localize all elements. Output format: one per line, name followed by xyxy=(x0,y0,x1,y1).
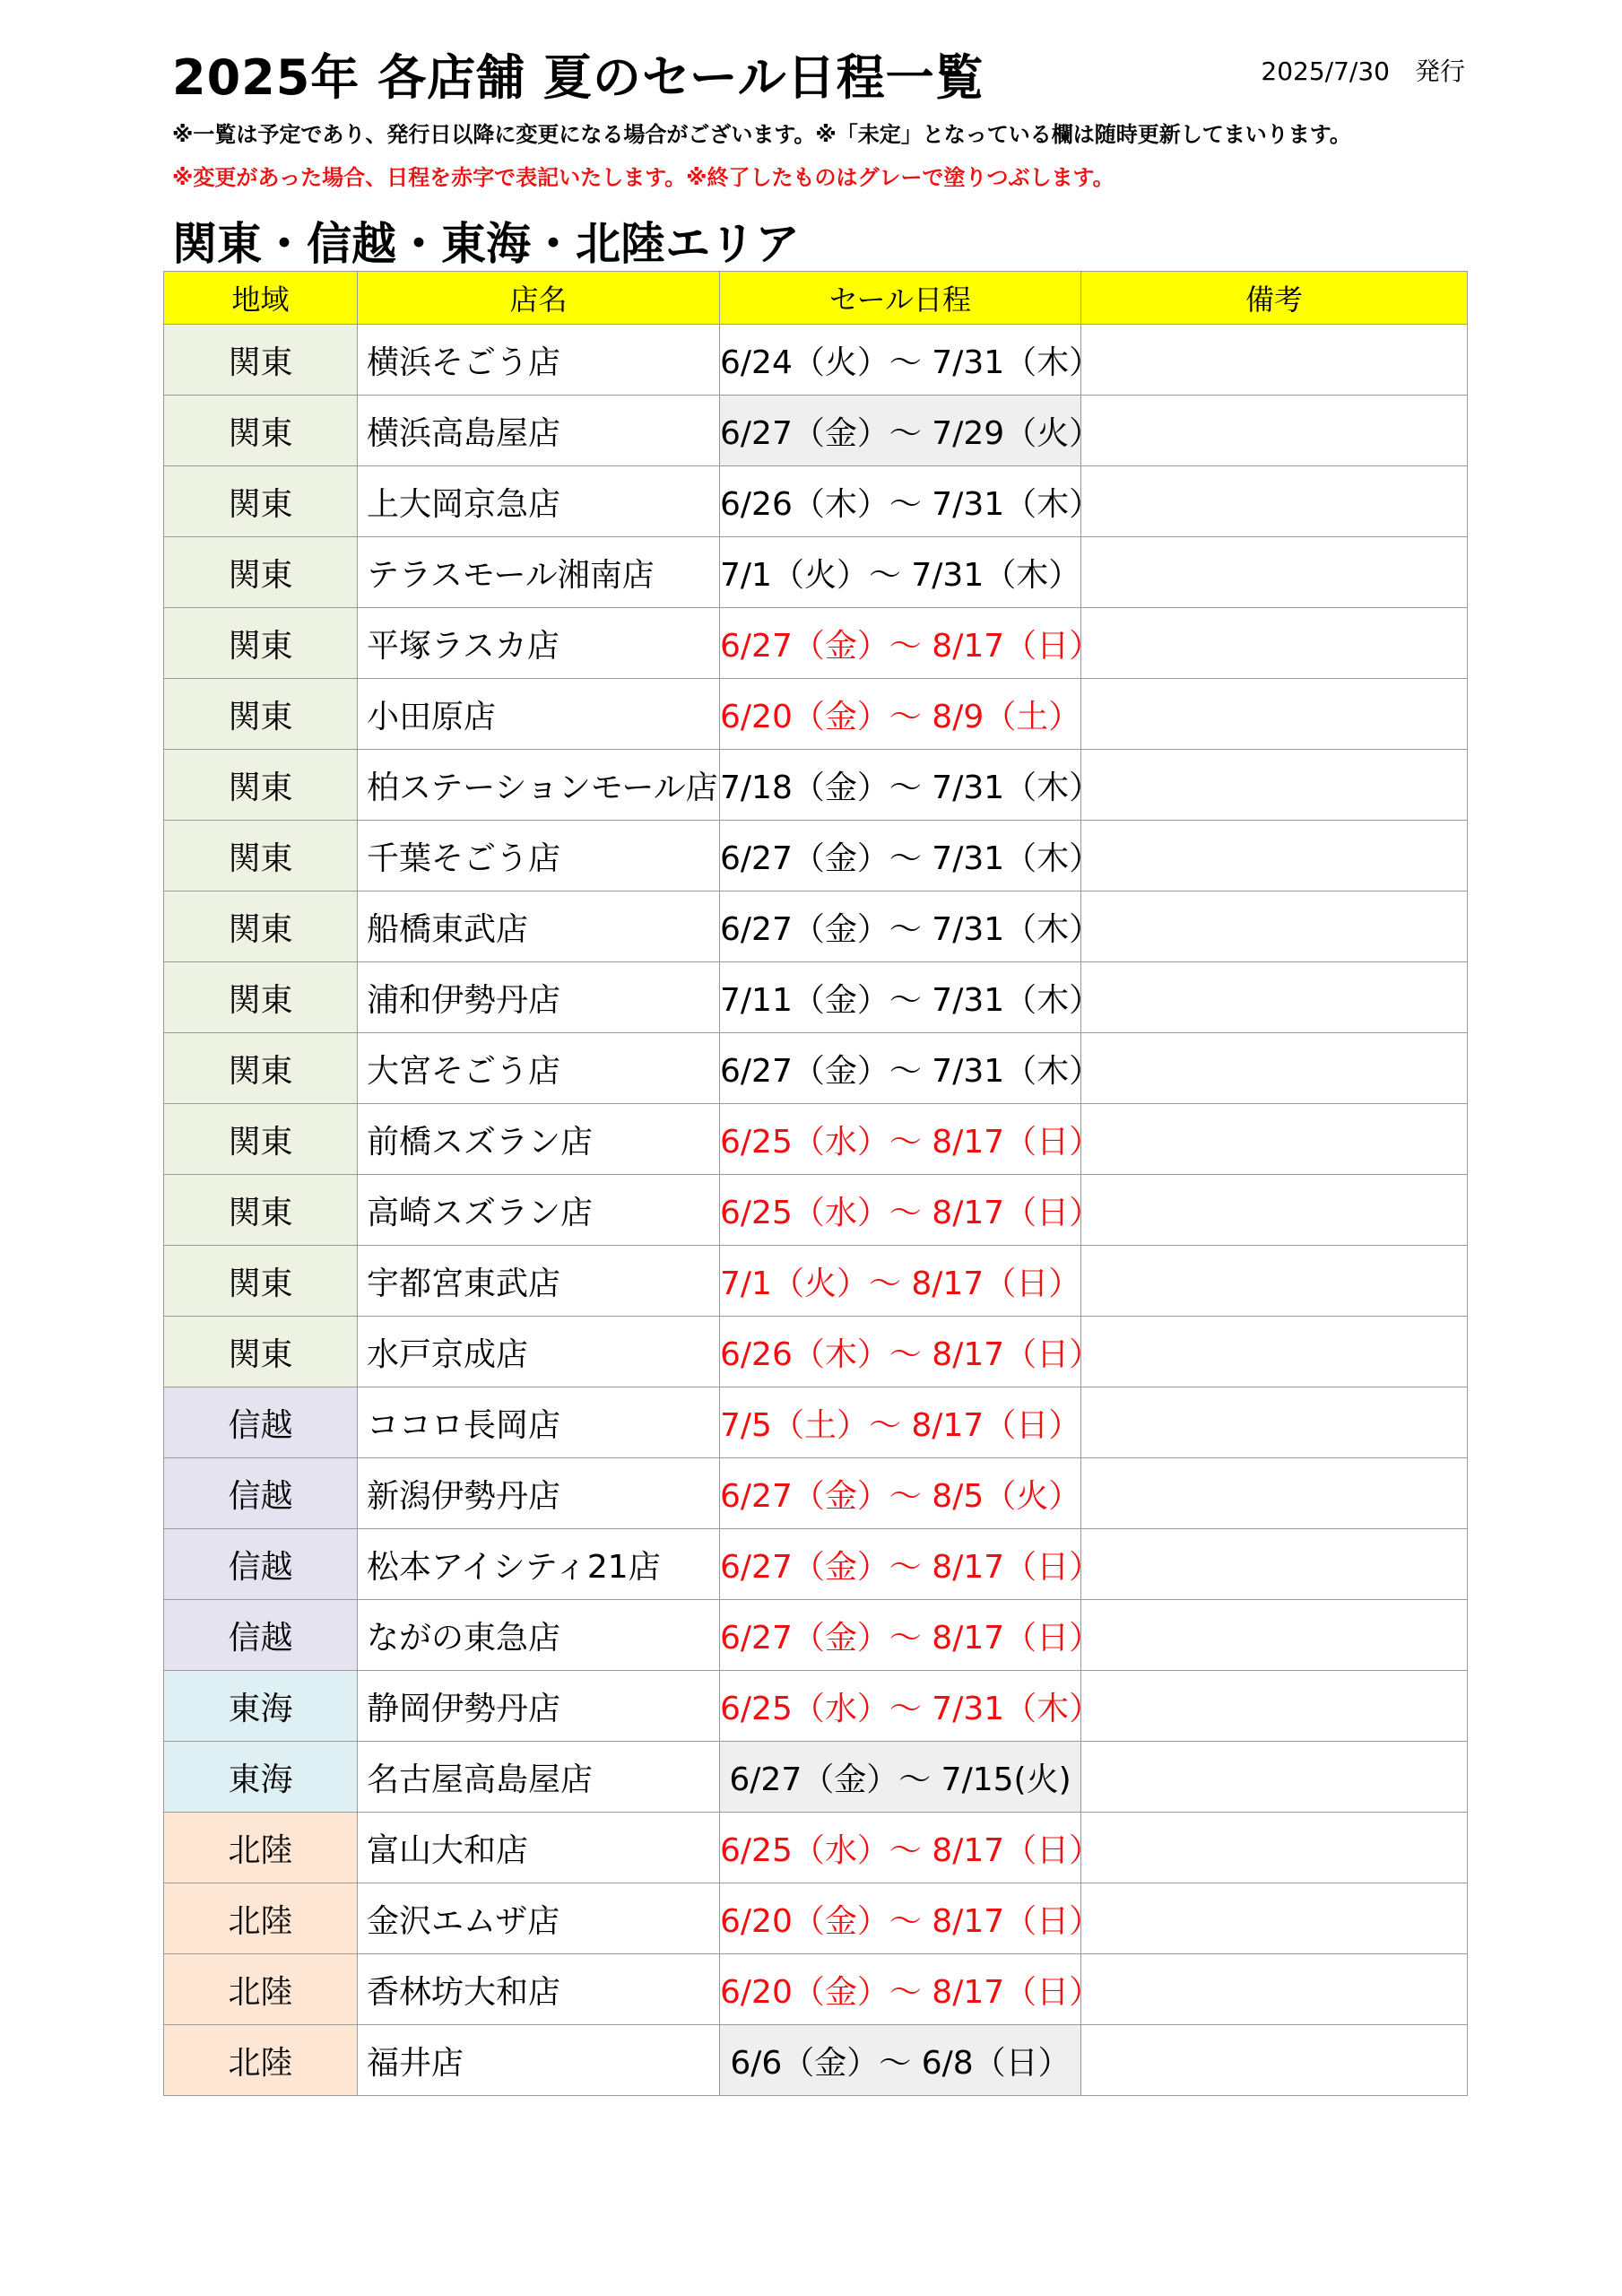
sale-dates-cell: 6/27（金）～ 8/17（日） xyxy=(720,1600,1081,1671)
table-row xyxy=(164,1033,1468,1104)
column-header-store: 店名 xyxy=(358,272,720,325)
page-title: 2025年 各店舗 夏のセール日程一覧 xyxy=(172,49,984,106)
store-name-cell: 横浜そごう店 xyxy=(358,325,720,396)
remarks-cell xyxy=(1081,891,1468,962)
sale-dates-cell: 6/27（金）～ 8/17（日） xyxy=(720,1529,1081,1600)
remarks-cell xyxy=(1081,325,1468,396)
remarks-cell xyxy=(1081,1104,1468,1175)
remarks-cell xyxy=(1081,1387,1468,1458)
table-row xyxy=(164,821,1468,891)
column-header-region: 地域 xyxy=(164,272,358,325)
store-name-cell: 小田原店 xyxy=(358,679,720,750)
store-name-cell: 前橋スズラン店 xyxy=(358,1104,720,1175)
store-name-cell: 福井店 xyxy=(358,2025,720,2096)
table-row xyxy=(164,537,1468,608)
region-cell: 関東 xyxy=(164,1033,358,1104)
remarks-cell xyxy=(1081,537,1468,608)
store-name-cell: 浦和伊勢丹店 xyxy=(358,962,720,1033)
region-cell: 関東 xyxy=(164,891,358,962)
notice-text-red: ※変更があった場合、日程を赤字で表記いたします。※終了したものはグレーで塗りつぶします。 xyxy=(172,165,1115,190)
store-name-cell: 船橋東武店 xyxy=(358,891,720,962)
region-cell: 信越 xyxy=(164,1600,358,1671)
remarks-cell xyxy=(1081,1954,1468,2025)
store-name-cell: テラスモール湘南店 xyxy=(358,537,720,608)
sale-dates-cell: 6/20（金）～ 8/17（日） xyxy=(720,1954,1081,2025)
store-name-cell: 平塚ラスカ店 xyxy=(358,608,720,679)
issue-date: 2025/7/30 発行 xyxy=(1261,57,1465,86)
sale-dates-cell: 6/6（金）～ 6/8（日） xyxy=(720,2025,1081,2096)
sale-dates-cell: 6/27（金）～ 7/29（火） xyxy=(720,396,1081,466)
column-header-remarks: 備考 xyxy=(1081,272,1468,325)
region-cell: 北陸 xyxy=(164,1954,358,2025)
sale-dates-cell: 7/11（金）～ 7/31（木） xyxy=(720,962,1081,1033)
table-row xyxy=(164,608,1468,679)
store-name-cell: 柏ステーションモール店 xyxy=(358,750,720,821)
remarks-cell xyxy=(1081,962,1468,1033)
remarks-cell xyxy=(1081,466,1468,537)
store-name-cell: 上大岡京急店 xyxy=(358,466,720,537)
table-row xyxy=(164,1246,1468,1317)
sale-dates-cell: 6/27（金）～ 7/31（木） xyxy=(720,821,1081,891)
sale-dates-cell: 6/25（水）～ 8/17（日） xyxy=(720,1104,1081,1175)
store-name-cell: ながの東急店 xyxy=(358,1600,720,1671)
sale-dates-cell: 6/26（木）～ 8/17（日） xyxy=(720,1317,1081,1387)
sale-dates-cell: 6/20（金）～ 8/9（土） xyxy=(720,679,1081,750)
remarks-cell xyxy=(1081,1175,1468,1246)
table-row xyxy=(164,1104,1468,1175)
store-name-cell: 金沢エムザ店 xyxy=(358,1883,720,1954)
remarks-cell xyxy=(1081,608,1468,679)
sale-dates-cell: 7/1（火）～ 8/17（日） xyxy=(720,1246,1081,1317)
remarks-cell xyxy=(1081,1600,1468,1671)
store-name-cell: 松本アイシティ21店 xyxy=(358,1529,720,1600)
store-name-cell: 水戸京成店 xyxy=(358,1317,720,1387)
region-cell: 信越 xyxy=(164,1458,358,1529)
sale-dates-cell: 7/5（土）～ 8/17（日） xyxy=(720,1387,1081,1458)
sale-dates-cell: 7/1（火）～ 7/31（木） xyxy=(720,537,1081,608)
table-row xyxy=(164,1317,1468,1387)
store-name-cell: 高崎スズラン店 xyxy=(358,1175,720,1246)
table-row xyxy=(164,396,1468,466)
notice-text: ※一覧は予定であり、発行日以降に変更になる場合がございます。※「未定」となっている欄は随時更新してまいります。 xyxy=(172,122,1351,147)
region-cell: 関東 xyxy=(164,1246,358,1317)
sale-dates-cell: 6/25（水）～ 8/17（日） xyxy=(720,1175,1081,1246)
remarks-cell xyxy=(1081,1742,1468,1813)
table-row xyxy=(164,466,1468,537)
store-name-cell: 横浜高島屋店 xyxy=(358,396,720,466)
table-row xyxy=(164,891,1468,962)
store-name-cell: 静岡伊勢丹店 xyxy=(358,1671,720,1742)
store-name-cell: 富山大和店 xyxy=(358,1813,720,1883)
region-cell: 関東 xyxy=(164,1317,358,1387)
remarks-cell xyxy=(1081,1671,1468,1742)
sale-dates-cell: 6/24（火）～ 7/31（木） xyxy=(720,325,1081,396)
region-cell: 信越 xyxy=(164,1387,358,1458)
store-name-cell: 名古屋高島屋店 xyxy=(358,1742,720,1813)
sale-dates-cell: 6/27（金）～ 8/17（日） xyxy=(720,608,1081,679)
region-cell: 関東 xyxy=(164,821,358,891)
sale-dates-cell: 6/27（金）～ 8/5（火） xyxy=(720,1458,1081,1529)
sale-dates-cell: 6/25（水）～ 8/17（日） xyxy=(720,1813,1081,1883)
region-cell: 関東 xyxy=(164,679,358,750)
table-row xyxy=(164,1671,1468,1742)
region-cell: 関東 xyxy=(164,396,358,466)
table-row xyxy=(164,325,1468,396)
store-name-cell: 新潟伊勢丹店 xyxy=(358,1458,720,1529)
sale-schedule-table xyxy=(163,271,1468,2096)
store-name-cell: 大宮そごう店 xyxy=(358,1033,720,1104)
area-heading: 関東・信越・東海・北陸エリア xyxy=(172,218,800,270)
remarks-cell xyxy=(1081,821,1468,891)
sale-dates-cell: 6/27（金）～ 7/15(火) xyxy=(720,1742,1081,1813)
table-row xyxy=(164,679,1468,750)
region-cell: 関東 xyxy=(164,466,358,537)
sale-dates-cell: 6/25（水）～ 7/31（木） xyxy=(720,1671,1081,1742)
remarks-cell xyxy=(1081,396,1468,466)
region-cell: 北陸 xyxy=(164,1813,358,1883)
table-row xyxy=(164,1387,1468,1458)
header-row xyxy=(164,272,1468,325)
sale-dates-cell: 7/18（金）～ 7/31（木） xyxy=(720,750,1081,821)
region-cell: 関東 xyxy=(164,1175,358,1246)
remarks-cell xyxy=(1081,679,1468,750)
region-cell: 東海 xyxy=(164,1742,358,1813)
table-row xyxy=(164,1458,1468,1529)
table-body xyxy=(164,325,1468,2096)
remarks-cell xyxy=(1081,1458,1468,1529)
region-cell: 北陸 xyxy=(164,1883,358,1954)
region-cell: 関東 xyxy=(164,1104,358,1175)
table-row xyxy=(164,1813,1468,1883)
remarks-cell xyxy=(1081,1813,1468,1883)
table-row xyxy=(164,1954,1468,2025)
table-row xyxy=(164,1600,1468,1671)
store-name-cell: ココロ長岡店 xyxy=(358,1387,720,1458)
region-cell: 関東 xyxy=(164,537,358,608)
table-row xyxy=(164,1883,1468,1954)
remarks-cell xyxy=(1081,1033,1468,1104)
region-cell: 関東 xyxy=(164,750,358,821)
sale-dates-cell: 6/27（金）～ 7/31（木） xyxy=(720,1033,1081,1104)
table-row xyxy=(164,962,1468,1033)
store-name-cell: 宇都宮東武店 xyxy=(358,1246,720,1317)
table-row xyxy=(164,1529,1468,1600)
region-cell: 関東 xyxy=(164,962,358,1033)
region-cell: 関東 xyxy=(164,325,358,396)
remarks-cell xyxy=(1081,2025,1468,2096)
remarks-cell xyxy=(1081,1246,1468,1317)
remarks-cell xyxy=(1081,1317,1468,1387)
table-header xyxy=(164,272,1468,325)
region-cell: 東海 xyxy=(164,1671,358,1742)
sale-dates-cell: 6/20（金）～ 8/17（日） xyxy=(720,1883,1081,1954)
table-row xyxy=(164,2025,1468,2096)
sale-dates-cell: 6/27（金）～ 7/31（木） xyxy=(720,891,1081,962)
column-header-schedule: セール日程 xyxy=(720,272,1081,325)
remarks-cell xyxy=(1081,1529,1468,1600)
table-row xyxy=(164,750,1468,821)
remarks-cell xyxy=(1081,750,1468,821)
store-name-cell: 千葉そごう店 xyxy=(358,821,720,891)
store-name-cell: 香林坊大和店 xyxy=(358,1954,720,2025)
table-row xyxy=(164,1175,1468,1246)
remarks-cell xyxy=(1081,1883,1468,1954)
region-cell: 信越 xyxy=(164,1529,358,1600)
table-row xyxy=(164,1742,1468,1813)
region-cell: 関東 xyxy=(164,608,358,679)
sale-dates-cell: 6/26（木）～ 7/31（木） xyxy=(720,466,1081,537)
region-cell: 北陸 xyxy=(164,2025,358,2096)
